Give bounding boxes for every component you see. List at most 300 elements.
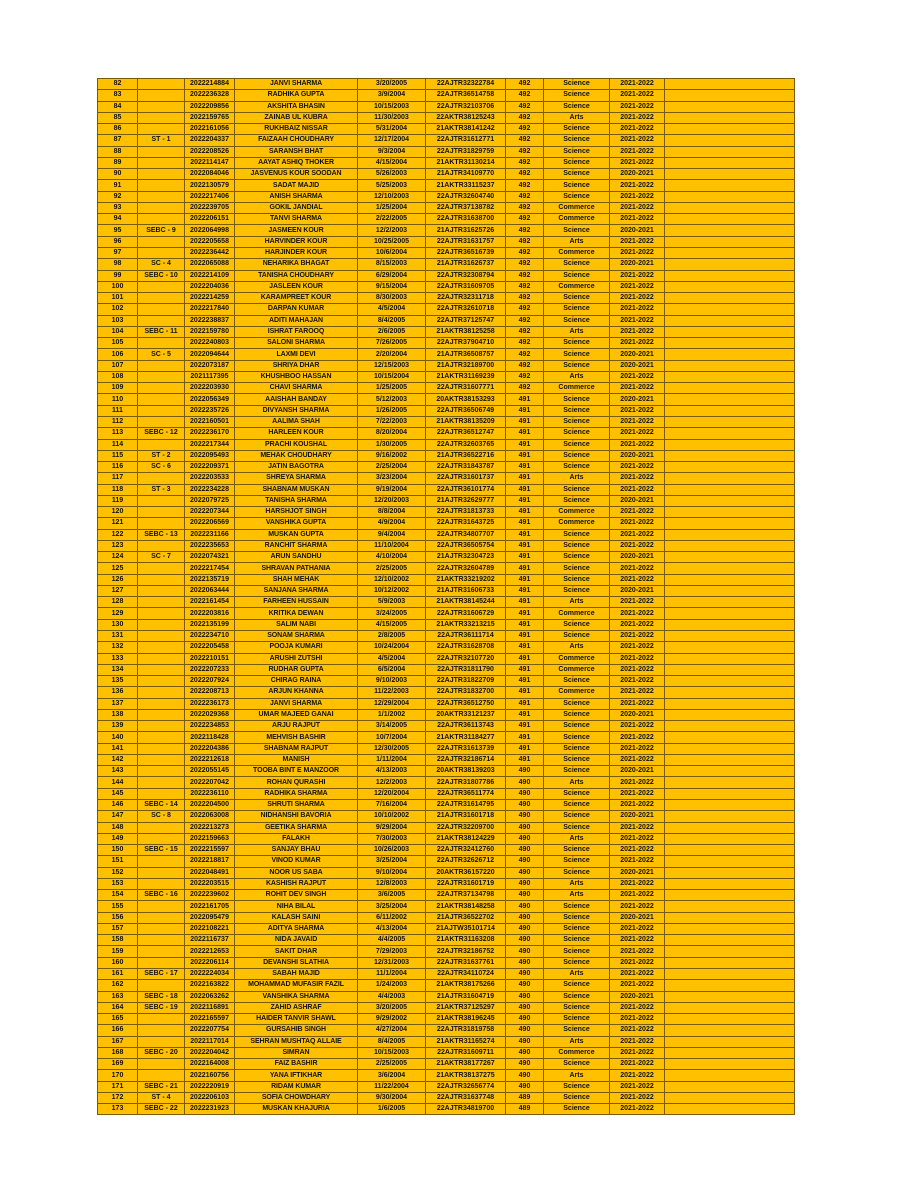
table-row — [98, 214, 795, 225]
cell-remarks — [665, 845, 795, 856]
cell-category — [138, 608, 185, 619]
cell-session: 2021-2022 — [610, 484, 665, 495]
cell-stream: Science — [544, 462, 610, 473]
cell-name: CHIRAG RAINA — [235, 676, 358, 687]
cell-marks: 491 — [506, 631, 544, 642]
cell-sno: 149 — [98, 833, 138, 844]
cell-marks: 490 — [506, 867, 544, 878]
table-row — [98, 619, 795, 630]
cell-category — [138, 146, 185, 157]
cell-form-no: 2022164008 — [185, 1059, 235, 1070]
cell-stream: Science — [544, 811, 610, 822]
cell-form-no: 2022203515 — [185, 878, 235, 889]
cell-remarks — [665, 1059, 795, 1070]
cell-roll-no: 22AJTR32603765 — [426, 439, 506, 450]
cell-name: HARSHJOT SINGH — [235, 507, 358, 518]
cell-dob: 6/11/2002 — [358, 912, 426, 923]
cell-stream: Science — [544, 845, 610, 856]
cell-category: SEBC - 16 — [138, 890, 185, 901]
cell-marks: 489 — [506, 1104, 544, 1115]
cell-sno: 115 — [98, 450, 138, 461]
cell-remarks — [665, 191, 795, 202]
cell-remarks — [665, 169, 795, 180]
table-row — [98, 462, 795, 473]
cell-name: JASLEEN KOUR — [235, 281, 358, 292]
table-row — [98, 1036, 795, 1047]
cell-sno: 94 — [98, 214, 138, 225]
table-row — [98, 281, 795, 292]
cell-category: SEBC - 12 — [138, 428, 185, 439]
cell-stream: Science — [544, 439, 610, 450]
table-row — [98, 371, 795, 382]
cell-name: ROHAN QURASHI — [235, 777, 358, 788]
cell-roll-no: 22AJTR36506749 — [426, 405, 506, 416]
cell-name: NIDHANSHI BAVORIA — [235, 811, 358, 822]
cell-dob: 4/13/2004 — [358, 923, 426, 934]
cell-sno: 163 — [98, 991, 138, 1002]
cell-name: FAIZ BASHIR — [235, 1059, 358, 1070]
cell-stream: Arts — [544, 371, 610, 382]
cell-category — [138, 394, 185, 405]
cell-sno: 161 — [98, 968, 138, 979]
cell-session: 2021-2022 — [610, 923, 665, 934]
cell-remarks — [665, 518, 795, 529]
cell-stream: Science — [544, 1092, 610, 1103]
cell-dob: 3/14/2005 — [358, 721, 426, 732]
cell-roll-no: 22AJTR31811790 — [426, 664, 506, 675]
cell-remarks — [665, 788, 795, 799]
cell-dob: 1/26/2005 — [358, 405, 426, 416]
table-row — [98, 585, 795, 596]
cell-marks: 490 — [506, 923, 544, 934]
cell-category: SC - 4 — [138, 259, 185, 270]
cell-roll-no: 21AJTR31604719 — [426, 991, 506, 1002]
cell-roll-no: 20AKTR38153293 — [426, 394, 506, 405]
cell-marks: 490 — [506, 1036, 544, 1047]
table-row — [98, 698, 795, 709]
cell-dob: 2/20/2004 — [358, 349, 426, 360]
cell-form-no: 2022063262 — [185, 991, 235, 1002]
cell-form-no: 2022236170 — [185, 428, 235, 439]
cell-dob: 9/29/2002 — [358, 1014, 426, 1025]
cell-name: JANVI SHARMA — [235, 698, 358, 709]
cell-stream: Science — [544, 484, 610, 495]
cell-roll-no: 22AJTR31637761 — [426, 957, 506, 968]
cell-remarks — [665, 766, 795, 777]
cell-roll-no: 21AJTR31626737 — [426, 259, 506, 270]
cell-roll-no: 21AKTR38175266 — [426, 980, 506, 991]
cell-name: SHREYA SHARMA — [235, 473, 358, 484]
cell-dob: 9/16/2002 — [358, 450, 426, 461]
cell-sno: 82 — [98, 79, 138, 90]
table-row — [98, 811, 795, 822]
cell-stream: Commerce — [544, 214, 610, 225]
cell-marks: 492 — [506, 270, 544, 281]
cell-session: 2021-2022 — [610, 619, 665, 630]
cell-marks: 489 — [506, 1092, 544, 1103]
cell-category: SC - 7 — [138, 552, 185, 563]
cell-form-no: 2022114147 — [185, 157, 235, 168]
cell-name: SAKIT DHAR — [235, 946, 358, 957]
cell-dob: 3/9/2004 — [358, 90, 426, 101]
cell-marks: 492 — [506, 326, 544, 337]
cell-category — [138, 112, 185, 123]
cell-form-no: 2022217454 — [185, 563, 235, 574]
cell-marks: 490 — [506, 800, 544, 811]
cell-remarks — [665, 980, 795, 991]
cell-name: SANJANA SHARMA — [235, 585, 358, 596]
cell-form-no: 2022095493 — [185, 450, 235, 461]
cell-form-no: 2022207754 — [185, 1025, 235, 1036]
cell-sno: 90 — [98, 169, 138, 180]
cell-form-no: 2022204500 — [185, 800, 235, 811]
cell-remarks — [665, 1081, 795, 1092]
cell-form-no: 2022240803 — [185, 338, 235, 349]
cell-stream: Science — [544, 766, 610, 777]
cell-marks: 491 — [506, 687, 544, 698]
cell-name: SANJAY BHAU — [235, 845, 358, 856]
cell-sno: 104 — [98, 326, 138, 337]
cell-form-no: 2022048491 — [185, 867, 235, 878]
cell-stream: Arts — [544, 642, 610, 653]
table-row — [98, 1014, 795, 1025]
cell-name: HARJINDER KOUR — [235, 247, 358, 258]
cell-sno: 156 — [98, 912, 138, 923]
cell-category — [138, 1014, 185, 1025]
cell-session: 2021-2022 — [610, 687, 665, 698]
cell-form-no: 2022206151 — [185, 214, 235, 225]
cell-stream: Commerce — [544, 518, 610, 529]
table-row — [98, 766, 795, 777]
cell-sno: 160 — [98, 957, 138, 968]
cell-category — [138, 439, 185, 450]
cell-sno: 150 — [98, 845, 138, 856]
cell-session: 2020-2021 — [610, 169, 665, 180]
cell-remarks — [665, 383, 795, 394]
cell-marks: 492 — [506, 202, 544, 213]
cell-name: DARPAN KUMAR — [235, 304, 358, 315]
cell-sno: 135 — [98, 676, 138, 687]
cell-roll-no: 21AJTR31606733 — [426, 585, 506, 596]
cell-category — [138, 777, 185, 788]
cell-name: AKSHITA BHASIN — [235, 101, 358, 112]
cell-sno: 113 — [98, 428, 138, 439]
cell-form-no: 2022135199 — [185, 619, 235, 630]
cell-marks: 490 — [506, 856, 544, 867]
cell-remarks — [665, 1092, 795, 1103]
cell-name: DEVANSHI SLATHIA — [235, 957, 358, 968]
cell-roll-no: 22AJTR34110724 — [426, 968, 506, 979]
cell-name: FARHEEN HUSSAIN — [235, 597, 358, 608]
cell-roll-no: 22AJTR31631757 — [426, 236, 506, 247]
cell-session: 2021-2022 — [610, 135, 665, 146]
cell-category — [138, 1070, 185, 1081]
cell-roll-no: 21AKTR38196245 — [426, 1014, 506, 1025]
cell-name: SHRUTI SHARMA — [235, 800, 358, 811]
cell-stream: Science — [544, 676, 610, 687]
cell-category — [138, 631, 185, 642]
cell-marks: 491 — [506, 484, 544, 495]
table-row — [98, 800, 795, 811]
table-row — [98, 1104, 795, 1115]
cell-stream: Science — [544, 1059, 610, 1070]
table-row — [98, 518, 795, 529]
cell-session: 2021-2022 — [610, 777, 665, 788]
cell-roll-no: 22AJTR31607771 — [426, 383, 506, 394]
table-row — [98, 270, 795, 281]
cell-form-no: 2022208526 — [185, 146, 235, 157]
cell-marks: 490 — [506, 822, 544, 833]
cell-session: 2021-2022 — [610, 293, 665, 304]
table-row — [98, 957, 795, 968]
cell-session: 2020-2021 — [610, 349, 665, 360]
cell-dob: 8/4/2005 — [358, 1036, 426, 1047]
cell-marks: 490 — [506, 788, 544, 799]
cell-sno: 105 — [98, 338, 138, 349]
cell-sno: 172 — [98, 1092, 138, 1103]
cell-session: 2021-2022 — [610, 383, 665, 394]
cell-roll-no: 22AJTR32412760 — [426, 845, 506, 856]
cell-roll-no: 22AJTR32209700 — [426, 822, 506, 833]
cell-name: CHAVI SHARMA — [235, 383, 358, 394]
cell-marks: 492 — [506, 338, 544, 349]
cell-name: NIHA BILAL — [235, 901, 358, 912]
cell-sno: 143 — [98, 766, 138, 777]
cell-session: 2021-2022 — [610, 247, 665, 258]
cell-name: HARVINDER KOUR — [235, 236, 358, 247]
table-row — [98, 428, 795, 439]
cell-name: SHRAVAN PATHANIA — [235, 563, 358, 574]
cell-remarks — [665, 878, 795, 889]
cell-session: 2021-2022 — [610, 856, 665, 867]
cell-session: 2021-2022 — [610, 574, 665, 585]
cell-session: 2021-2022 — [610, 1059, 665, 1070]
cell-remarks — [665, 360, 795, 371]
cell-stream: Commerce — [544, 281, 610, 292]
cell-session: 2021-2022 — [610, 540, 665, 551]
cell-marks: 492 — [506, 101, 544, 112]
table-row — [98, 507, 795, 518]
cell-stream: Science — [544, 946, 610, 957]
cell-form-no: 2022217344 — [185, 439, 235, 450]
cell-sno: 146 — [98, 800, 138, 811]
cell-remarks — [665, 439, 795, 450]
cell-session: 2020-2021 — [610, 585, 665, 596]
cell-remarks — [665, 1002, 795, 1013]
cell-category — [138, 743, 185, 754]
cell-session: 2020-2021 — [610, 225, 665, 236]
cell-form-no: 2022217406 — [185, 191, 235, 202]
cell-sno: 85 — [98, 112, 138, 123]
cell-sno: 171 — [98, 1081, 138, 1092]
cell-roll-no: 22AJTR32626712 — [426, 856, 506, 867]
cell-marks: 491 — [506, 405, 544, 416]
cell-roll-no: 22AKTR38125243 — [426, 112, 506, 123]
cell-name: PRACHI KOUSHAL — [235, 439, 358, 450]
cell-name: TOOBA BINT E MANZOOR — [235, 766, 358, 777]
cell-form-no: 2022094644 — [185, 349, 235, 360]
cell-roll-no: 22AJTR31829759 — [426, 146, 506, 157]
cell-roll-no: 22AJTR32107720 — [426, 653, 506, 664]
cell-dob: 4/10/2004 — [358, 552, 426, 563]
cell-remarks — [665, 259, 795, 270]
cell-category — [138, 495, 185, 506]
cell-marks: 491 — [506, 507, 544, 518]
cell-remarks — [665, 540, 795, 551]
cell-session: 2021-2022 — [610, 439, 665, 450]
cell-marks: 490 — [506, 912, 544, 923]
cell-sno: 126 — [98, 574, 138, 585]
cell-form-no: 2022163822 — [185, 980, 235, 991]
cell-sno: 117 — [98, 473, 138, 484]
cell-remarks — [665, 811, 795, 822]
cell-remarks — [665, 676, 795, 687]
cell-dob: 3/20/2005 — [358, 79, 426, 90]
cell-sno: 111 — [98, 405, 138, 416]
cell-sno: 165 — [98, 1014, 138, 1025]
cell-name: MUSKAN GUPTA — [235, 529, 358, 540]
cell-roll-no: 22AJTR32322784 — [426, 79, 506, 90]
cell-remarks — [665, 371, 795, 382]
cell-category — [138, 698, 185, 709]
table-row — [98, 405, 795, 416]
cell-category: SC - 5 — [138, 349, 185, 360]
cell-dob: 7/22/2003 — [358, 416, 426, 427]
cell-form-no: 2022210151 — [185, 653, 235, 664]
table-row — [98, 225, 795, 236]
table-row — [98, 1025, 795, 1036]
cell-roll-no: 22AJTR31609711 — [426, 1047, 506, 1058]
cell-marks: 491 — [506, 439, 544, 450]
cell-name: MEHVISH BASHIR — [235, 732, 358, 743]
cell-marks: 490 — [506, 890, 544, 901]
cell-form-no: 2022159780 — [185, 326, 235, 337]
cell-session: 2021-2022 — [610, 754, 665, 765]
cell-session: 2021-2022 — [610, 338, 665, 349]
cell-sno: 102 — [98, 304, 138, 315]
cell-form-no: 2022218817 — [185, 856, 235, 867]
cell-form-no: 2022239705 — [185, 202, 235, 213]
cell-marks: 492 — [506, 124, 544, 135]
cell-session: 2021-2022 — [610, 597, 665, 608]
cell-form-no: 2022130579 — [185, 180, 235, 191]
table-row — [98, 845, 795, 856]
cell-remarks — [665, 687, 795, 698]
cell-sno: 97 — [98, 247, 138, 258]
cell-form-no: 2022161454 — [185, 597, 235, 608]
cell-name: ANISH SHARMA — [235, 191, 358, 202]
cell-remarks — [665, 619, 795, 630]
table-row — [98, 112, 795, 123]
cell-stream: Science — [544, 552, 610, 563]
cell-marks: 490 — [506, 946, 544, 957]
cell-form-no: 2022116737 — [185, 935, 235, 946]
table-row — [98, 495, 795, 506]
cell-stream: Science — [544, 1081, 610, 1092]
cell-category — [138, 923, 185, 934]
cell-dob: 10/15/2004 — [358, 371, 426, 382]
cell-dob: 10/10/2002 — [358, 811, 426, 822]
cell-stream: Arts — [544, 890, 610, 901]
cell-form-no: 2022063444 — [185, 585, 235, 596]
cell-roll-no: 22AJTR31601737 — [426, 473, 506, 484]
cell-sno: 164 — [98, 1002, 138, 1013]
cell-remarks — [665, 822, 795, 833]
cell-name: SALONI SHARMA — [235, 338, 358, 349]
cell-session: 2021-2022 — [610, 968, 665, 979]
cell-form-no: 2022214884 — [185, 79, 235, 90]
cell-dob: 3/25/2004 — [358, 856, 426, 867]
cell-marks: 491 — [506, 676, 544, 687]
cell-marks: 490 — [506, 957, 544, 968]
cell-session: 2021-2022 — [610, 405, 665, 416]
cell-name: SHRIYA DHAR — [235, 360, 358, 371]
cell-marks: 491 — [506, 450, 544, 461]
cell-roll-no: 22AJTR31638700 — [426, 214, 506, 225]
table-row — [98, 304, 795, 315]
cell-roll-no: 22AJTR36516739 — [426, 247, 506, 258]
cell-marks: 492 — [506, 79, 544, 90]
cell-remarks — [665, 743, 795, 754]
cell-session: 2021-2022 — [610, 146, 665, 157]
cell-roll-no: 21AJTR36522716 — [426, 450, 506, 461]
cell-remarks — [665, 664, 795, 675]
cell-name: VANSHIKA GUPTA — [235, 518, 358, 529]
cell-stream: Science — [544, 991, 610, 1002]
cell-category — [138, 473, 185, 484]
cell-dob: 3/6/2004 — [358, 1070, 426, 1081]
cell-marks: 492 — [506, 247, 544, 258]
cell-category — [138, 856, 185, 867]
table-row — [98, 946, 795, 957]
cell-sno: 93 — [98, 202, 138, 213]
cell-dob: 8/4/2005 — [358, 315, 426, 326]
cell-sno: 151 — [98, 856, 138, 867]
cell-form-no: 2022116891 — [185, 1002, 235, 1013]
cell-form-no: 2022161705 — [185, 901, 235, 912]
cell-category — [138, 124, 185, 135]
cell-dob: 11/10/2004 — [358, 540, 426, 551]
cell-dob: 3/6/2005 — [358, 890, 426, 901]
cell-form-no: 2022160501 — [185, 416, 235, 427]
cell-session: 2020-2021 — [610, 811, 665, 822]
cell-marks: 492 — [506, 214, 544, 225]
cell-form-no: 2022203930 — [185, 383, 235, 394]
cell-session: 2021-2022 — [610, 721, 665, 732]
cell-category: SEBC - 14 — [138, 800, 185, 811]
cell-category — [138, 247, 185, 258]
cell-roll-no: 21AKTR38135209 — [426, 416, 506, 427]
cell-remarks — [665, 101, 795, 112]
cell-form-no: 2022206114 — [185, 957, 235, 968]
cell-sno: 109 — [98, 383, 138, 394]
cell-form-no: 2022207042 — [185, 777, 235, 788]
table-row — [98, 833, 795, 844]
cell-session: 2020-2021 — [610, 394, 665, 405]
cell-stream: Science — [544, 867, 610, 878]
cell-dob: 12/20/2003 — [358, 495, 426, 506]
table-row — [98, 991, 795, 1002]
cell-remarks — [665, 473, 795, 484]
cell-stream: Science — [544, 732, 610, 743]
table-row — [98, 315, 795, 326]
table-row — [98, 529, 795, 540]
cell-dob: 11/30/2003 — [358, 112, 426, 123]
cell-category — [138, 191, 185, 202]
table-row — [98, 349, 795, 360]
cell-stream: Commerce — [544, 608, 610, 619]
cell-sno: 159 — [98, 946, 138, 957]
